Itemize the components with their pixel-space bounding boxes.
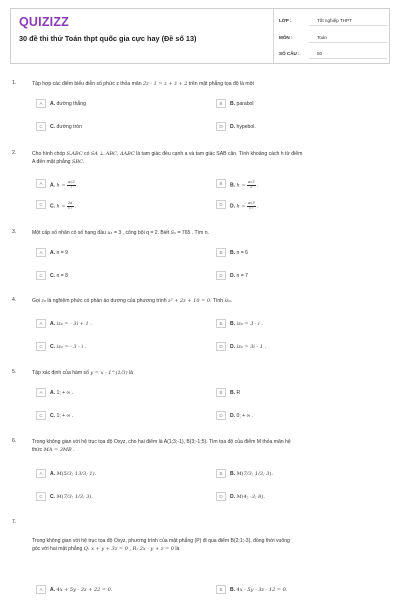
fraction: $\frac{a√3}{7}$ bbox=[67, 180, 75, 189]
option-letter-box: B bbox=[216, 388, 226, 397]
meta-class-value: Tốt nghiệp THPT bbox=[317, 18, 352, 23]
option-letter-box: B bbox=[216, 469, 226, 478]
question-text-part: trên mặt phẳng tọa độ là một bbox=[187, 81, 254, 87]
question-number: 6. bbox=[12, 438, 17, 444]
question-number: 4. bbox=[12, 297, 17, 303]
option-text: B. n = 6 bbox=[230, 250, 248, 256]
option-letter-box: C bbox=[36, 271, 46, 280]
option-letter-box: D bbox=[216, 271, 226, 280]
question-math: 2z - 1 = z + z̄ + 2 bbox=[142, 81, 188, 87]
fraction: $\frac{2a}{√7}$ bbox=[67, 201, 73, 210]
option-text: D. 0; + ∞ . bbox=[230, 413, 254, 419]
option-letter-box: A bbox=[36, 585, 46, 594]
meta-subject-underline bbox=[309, 42, 387, 43]
option-letter-box: A bbox=[36, 99, 46, 108]
option-letter-box: C bbox=[36, 411, 46, 420]
option-text: A. M(5/3; 13/3; 1). bbox=[50, 471, 97, 477]
option-letter-box: D bbox=[216, 200, 226, 209]
question-text: Một cấp số nhân có số hạng đầu u₁ = 3 , công bội q = 2. Biết Sₙ = 765 . Tìm n. bbox=[32, 230, 209, 236]
meta-class-key: LỚP : bbox=[279, 18, 292, 23]
option-text: C. đường tròn bbox=[50, 124, 82, 130]
option-letter-box: C bbox=[36, 200, 46, 209]
option-text: B. parabol bbox=[230, 101, 254, 107]
question-text-part: Tập hợp các điểm biểu diễn số phức z thỏa mãn bbox=[32, 81, 143, 87]
question-text: Trong không gian với hệ trục tọa độ Oxyz, phương trình của mặt phẳng (P) đi qua điểm B(2;1;-3), đồng thời vuông góc với hai mặt phẳng Q: x + y + 3z = 0 , R: 2x - y + z = 0 là bbox=[32, 538, 290, 553]
worksheet-title: 30 đề thi thử Toán thpt quốc gia cực hay (Đề số 13) bbox=[19, 34, 197, 43]
meta-subject-value: Toán bbox=[317, 35, 327, 40]
meta-class-underline bbox=[309, 25, 387, 26]
option-text: D. h = $\frac{a√3}{√7}$ . bbox=[230, 201, 259, 210]
option-text: D. n = 7 bbox=[230, 273, 248, 279]
option-text: B. R bbox=[230, 390, 241, 396]
question-text bbox=[32, 80, 372, 88]
option-text: C. n = 8 bbox=[50, 273, 68, 279]
question-number: 3. bbox=[12, 229, 17, 235]
option-letter-box: D bbox=[216, 411, 226, 420]
option-letter-box: B bbox=[216, 179, 226, 188]
option-text: D. M(4; -3; 8). bbox=[230, 494, 265, 500]
option-text: D. hypebol. bbox=[230, 124, 256, 130]
option-text: A. 4x + 5y - 3z + 22 = 0. bbox=[50, 587, 113, 593]
question-text: Gọi z₀ là nghiệm phức có phần ảo dương của phương trình z² + 2z + 10 = 0. Tính iz₀. bbox=[32, 298, 233, 304]
option-letter-box: A bbox=[36, 469, 46, 478]
question-text: Cho hình chóp S.ABC có SA ⊥ ABC, ΔABC là tam giác đều cạnh a và tam giác SAB cân. Tính khoảng cách h từ điểm A đến mặt phẳng SBC. bbox=[32, 151, 303, 166]
meta-subject-key: MÔN : bbox=[279, 35, 293, 40]
option-text: C. 1; + ∞ . bbox=[50, 413, 74, 419]
question-text: Trong không gian với hệ trục tọa độ Oxyz, cho hai điểm là A(1;3;-1), B(3;-1;5). Tìm tọa độ của điểm M thỏa mãn hệ thức MA = 3MB . bbox=[32, 439, 291, 454]
option-text: D. iz₀ = 3i - 1 . bbox=[230, 344, 267, 350]
fraction: $\frac{a√3}{√7}$ bbox=[247, 201, 255, 210]
question-number: 7. bbox=[12, 519, 17, 525]
meta-count-underline bbox=[309, 58, 387, 59]
option-letter-box: C bbox=[36, 342, 46, 351]
question-number: 5. bbox=[12, 369, 17, 375]
option-letter-box: B bbox=[216, 585, 226, 594]
question-text: Tập xác định của hàm số y = x - 1^(1/3) là bbox=[32, 370, 133, 376]
option-text: B. 4x - 5y - 3z - 12 = 0. bbox=[230, 587, 288, 593]
option-letter-box: B bbox=[216, 99, 226, 108]
option-letter-box: B bbox=[216, 248, 226, 257]
option-letter-box: C bbox=[36, 492, 46, 501]
option-letter-box: D bbox=[216, 492, 226, 501]
option-text: C. iz₀ = - 3 - i . bbox=[50, 344, 87, 350]
meta-count-key: SỐ CÂU : bbox=[279, 51, 300, 56]
meta-count-value: 50 bbox=[317, 51, 323, 56]
quizizz-logo: QUIZIZZ bbox=[19, 15, 70, 29]
option-text: C. h = $\frac{2a}{√7}$ . bbox=[50, 201, 77, 210]
option-letter-box: A bbox=[36, 319, 46, 328]
option-letter-box: B bbox=[216, 319, 226, 328]
option-text: B. h = $\frac{a√3}{2}$ . bbox=[230, 180, 259, 189]
option-text: B. M(7/3; 1/3; 3). bbox=[230, 471, 273, 477]
question-number: 1. bbox=[12, 80, 17, 86]
option-text: A. 1; + ∞ . bbox=[50, 390, 74, 396]
option-letter-box: D bbox=[216, 342, 226, 351]
option-text: B. iz₀ = 3 - i . bbox=[230, 321, 263, 327]
option-text: A. iz₀ = - 3i + 1 . bbox=[50, 321, 92, 327]
option-letter-box: A bbox=[36, 388, 46, 397]
fraction: $\frac{a√3}{2}$ bbox=[247, 180, 255, 189]
option-letter-box: C bbox=[36, 122, 46, 131]
option-text: A. đường thẳng bbox=[50, 101, 86, 107]
option-letter-box: D bbox=[216, 122, 226, 131]
option-text: A. n = 9 bbox=[50, 250, 68, 256]
header-divider bbox=[273, 9, 274, 63]
option-text: C. M(7/3; 1/3; 3). bbox=[50, 494, 93, 500]
worksheet-header bbox=[10, 8, 390, 64]
option-letter-box: A bbox=[36, 248, 46, 257]
option-text: A. h = $\frac{a√3}{7}$ . bbox=[50, 180, 79, 189]
question-number: 2. bbox=[12, 150, 17, 156]
option-letter-box: A bbox=[36, 179, 46, 188]
